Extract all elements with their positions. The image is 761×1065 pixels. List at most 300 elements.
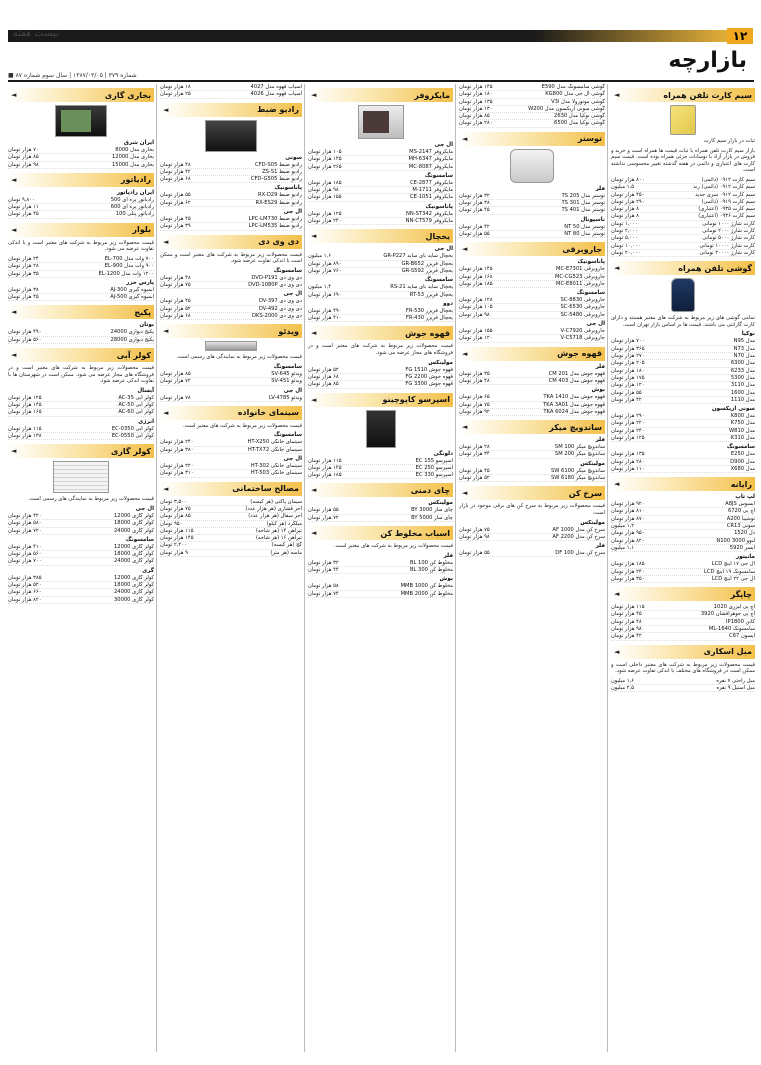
product-price: ۲۷۰ هزار تومان [611, 353, 645, 360]
product-name: مایکروفر MH-6347 [408, 156, 453, 163]
product-price: ۲۴ هزار تومان [8, 255, 39, 262]
product-price: ۵۵ هزار تومان [459, 230, 490, 237]
product-name: رادیاتور پنلی 100 [115, 211, 154, 218]
column-divider [156, 84, 157, 1052]
price-row [160, 395, 302, 402]
section-header [611, 645, 755, 659]
product-price: ۳,۵۰۰ تومان [160, 498, 187, 505]
product-price: ۲۲۰ هزار تومان [160, 463, 194, 470]
price-row [160, 463, 302, 470]
arrow-icon: ◄ [311, 486, 317, 495]
price-row [611, 413, 755, 420]
brand-label: بوش [439, 576, 453, 583]
product-name: کولر آبی EC-0350 [111, 425, 154, 432]
arrow-icon: ◄ [462, 134, 468, 143]
brand-label: فلر [595, 543, 605, 550]
product-name: کولر گازی 30000 [113, 596, 154, 603]
price-row [160, 275, 302, 282]
product-name: مدل N70 [733, 353, 755, 360]
product-price: ۸۵ هزار تومان [8, 154, 39, 161]
product-name: مایکروفر NN-CT579 [405, 218, 453, 225]
price-row [459, 106, 605, 113]
product-name: کانن IP1800 [726, 618, 755, 625]
product-price: ۸۷۰ هزار تومان [611, 515, 645, 522]
section-paragraph: تمامی گوشی های زیر مربوط به شرکت های معتبر هستند و دارای کارت گارانتی می باشند. قیمت ها بر اساس بازار تهران است. [611, 315, 755, 328]
price-row [160, 306, 302, 313]
product-name: دی وی دی DVD-P191 [251, 274, 302, 281]
price-row [459, 113, 605, 120]
product-name: رادیاتور پره ای 500 [110, 196, 154, 203]
product-name: کولر آبی AC-60 [118, 409, 154, 416]
arrow-icon: ◄ [311, 232, 317, 241]
product-name: آجر فشاری (هر هزار عدد) [245, 505, 302, 512]
product-price: ۲۰۵ هزار تومان [611, 360, 645, 367]
product-name: آبمیوه گیری AJ-500 [110, 294, 154, 301]
price-row [160, 550, 302, 557]
price-row [611, 576, 755, 583]
arrow-icon: ◄ [462, 245, 468, 254]
product-name: دی وی دی DKS-2000 [251, 313, 302, 320]
product-name: ماسه (هر متر) [270, 549, 302, 556]
brand-label: ایران شرق [123, 140, 154, 146]
brand-label: فلر [595, 185, 605, 192]
product-price: ۶۸ هزار تومان [160, 176, 191, 183]
product-price: ۴۸ هزار تومان [459, 377, 490, 384]
product-name: ویدئو LV-4785 [268, 394, 302, 401]
price-row [611, 508, 755, 515]
product-price: ۱۲۵ هزار تومان [308, 210, 342, 217]
product-price: ۵۵ هزار تومان [611, 389, 642, 396]
product-name: ۹۰۰ وات مدل EL-900 [104, 263, 154, 270]
section-header-title: کولر گازی [110, 446, 151, 456]
price-row [459, 394, 605, 401]
product-price: ۳۵ هزار تومان [459, 370, 490, 377]
product-name: لنوو 3000 N100 [716, 537, 755, 544]
product-image-nokia [671, 278, 695, 312]
section-paragraph: قیمت محصولات زیر مربوط به شرکت های معتبر است و در فروشگاه های مجاز عرضه می شود. ممکن است در شهرستان ها با تفاوت اندکی عرضه شود. [8, 365, 154, 385]
product-name: مدل K750 [730, 420, 755, 427]
product-name: مدل W810 [729, 427, 755, 434]
price-row [459, 527, 605, 534]
arrow-icon: ◄ [462, 349, 468, 358]
price-row [308, 560, 453, 567]
price-row [8, 395, 154, 402]
product-price: ۸ هزار تومان [611, 206, 639, 213]
product-name: گوشی نوکیا مدل 6500 [554, 120, 605, 127]
brand-label: ال جی [283, 209, 302, 216]
brand-label: آبسال [137, 387, 154, 394]
product-name: گوشی سامسونگ مدل E590 [541, 84, 605, 90]
brand-label: ال جی [283, 387, 302, 394]
price-row [308, 315, 453, 322]
price-row [611, 451, 755, 458]
price-row [308, 374, 453, 381]
price-row [611, 360, 755, 367]
price-row [308, 507, 453, 514]
publication-logo: نیست هفته [12, 28, 59, 39]
price-row [160, 499, 302, 506]
price-row [611, 192, 755, 199]
product-name: چای ساز BY 5000 [411, 514, 453, 521]
product-name: بخاری مدل 12000 [111, 154, 154, 161]
product-price: ۱۶۸ هزار تومان [459, 273, 493, 280]
product-price: ۱۱۵ هزار تومان [160, 527, 194, 534]
product-name: مدل K310 [730, 434, 755, 441]
price-row [611, 228, 755, 235]
product-name: ویدئو SV-451 [271, 378, 302, 385]
brand-label: سامسونگ [273, 363, 302, 370]
section-header-title: مصالح ساختمانی [232, 484, 299, 494]
product-name: کارت شارژ ۱۰۰۰ تومانی [702, 220, 755, 227]
product-name: قهوه جوش مدل TKA 1410 [543, 394, 605, 401]
price-row [611, 501, 755, 508]
product-price: ۴۹۰ هزار تومان [308, 307, 342, 314]
arrow-icon: ◄ [11, 225, 17, 234]
price-row [459, 91, 605, 98]
section-header-title: چای دمنی [410, 485, 450, 495]
price-row [459, 550, 605, 557]
product-price: ۴۲ هزار تومان [611, 396, 642, 403]
column-4 [160, 84, 302, 1052]
price-row [459, 231, 605, 238]
section-header-title: یخچال [425, 231, 450, 241]
price-row [160, 371, 302, 378]
price-row [8, 544, 154, 551]
product-price: ۵۸ هزار تومان [308, 583, 339, 590]
product-price: ۱۸۵ هزار تومان [308, 179, 342, 186]
price-row [459, 328, 605, 335]
product-name: کولر آبی EC-0550 [111, 433, 154, 440]
product-price: ۱۲۸ هزار تومان [459, 297, 493, 304]
product-name: اسپرسو EC 155 [415, 457, 453, 464]
brand-label: سامسونگ [726, 444, 755, 451]
product-price: ۱۲۵ هزار تومان [8, 394, 42, 401]
product-image-stereo [205, 120, 257, 152]
brand-label: سامسونگ [424, 277, 453, 284]
price-row [160, 535, 302, 542]
product-name: رادیو ضبط ZS-S1 [262, 168, 302, 175]
arrow-icon: ◄ [311, 395, 317, 404]
product-price: ۶۵ هزار تومان [459, 394, 490, 401]
price-row [8, 271, 154, 278]
section-header-title: رادیو ضبط [257, 105, 299, 115]
product-price: ۴۵ هزار تومان [459, 467, 490, 474]
price-row [308, 515, 453, 522]
product-name: توستر مدل TS 301 [561, 200, 605, 207]
price-row [611, 530, 755, 537]
brand-label: سامسونگ [273, 432, 302, 439]
price-row [611, 523, 755, 530]
product-name: پکیج دیواری 24000 [110, 329, 154, 336]
price-row [8, 256, 154, 263]
column-3 [308, 84, 453, 1052]
column-5 [8, 84, 154, 1052]
product-name: ساندویچ میکر SM 100 [554, 444, 605, 451]
price-row [160, 223, 302, 230]
price-row [459, 335, 605, 342]
section-paragraph: قیمت محصولات زیر مربوط به نمایندگی های رسمی است. [28, 496, 154, 503]
product-price: ۱۵۵ هزار تومان [308, 194, 342, 201]
product-name: جاروبرقی SC-8830 [560, 297, 605, 304]
product-price: ۷۸ هزار تومان [160, 394, 191, 401]
product-price: ۲۴۰ هزار تومان [160, 439, 194, 446]
product-price: ۷۵ هزار تومان [160, 282, 191, 289]
section-header-title: گوشی تلفن همراه [678, 263, 752, 273]
product-price: ۲,۵ میلیون [611, 685, 634, 692]
section-header-title: سرخ کن [568, 488, 602, 498]
section-paragraph: بازار سیم کارت تلفن همراه با ثبات قیمت ها همراه است و خرید و فروش در بازار آزاد با نوسانات جزئی همراه بوده است. قیمت سیم کارت های اعتباری و دائمی در هفته گذشته تغییر محسوسی نداشته است. [611, 147, 755, 174]
product-price: ۱,۵ میلیون [611, 184, 634, 191]
brand-label: سامسونگ [576, 290, 605, 297]
price-row [160, 506, 302, 513]
brand-label: سونی اریکسون [711, 406, 755, 413]
product-name: کولر آبی AC-35 [118, 394, 154, 401]
price-row [611, 538, 755, 545]
price-row [308, 156, 453, 163]
product-price: ۱,۴ میلیون [308, 284, 331, 291]
product-name: گوشی ال جی مدل KG800 [545, 91, 605, 98]
product-name: دی وی دی DV-397 [258, 298, 302, 305]
product-price: ۸۹۰ هزار تومان [308, 260, 342, 267]
product-name: کولر گازی 24000 [113, 589, 154, 596]
brand-label: ال جی [434, 142, 453, 148]
price-row [611, 545, 755, 552]
product-name: رادیاتور پره ای 600 [110, 204, 154, 211]
product-name: مدل N73 [733, 345, 755, 352]
product-price: ۱۴۵ هزار تومان [8, 402, 42, 409]
product-price: ۴۴ هزار تومان [308, 566, 339, 573]
product-price: ۹۸ هزار تومان [611, 626, 642, 633]
price-row [459, 200, 605, 207]
product-price: ۱۳۸ هزار تومان [8, 433, 42, 440]
product-name: اسپرسو EC 330 [415, 472, 453, 479]
price-row [611, 206, 755, 213]
product-price: ۳۵۰ هزار تومان [611, 575, 645, 582]
product-price: ۱۸۰ هزار تومان [459, 91, 493, 98]
price-row [611, 459, 755, 466]
price-row [8, 287, 154, 294]
price-row [459, 378, 605, 385]
product-price: ۱,۰۰۰ تومان [611, 220, 638, 227]
product-name: اچ پی جوهرافشان 3920 [700, 611, 755, 618]
arrow-icon: ◄ [11, 175, 17, 184]
brand-label: سونی [285, 154, 302, 161]
product-price: ۲۹۰ هزار تومان [611, 413, 645, 420]
price-row [160, 192, 302, 199]
product-name: قهوه جوش FG 3300 [405, 381, 453, 388]
section-header [459, 420, 605, 434]
product-name: ال جی ۲۲ اینچ LCD [711, 575, 755, 582]
price-row [8, 551, 154, 558]
product-price: ۳۹ هزار تومان [160, 223, 191, 230]
product-name: اچ پی لیزری 1020 [713, 604, 755, 611]
product-name: ۱۲۰۰ وات مدل EL-1200 [98, 270, 154, 277]
product-name: ساندویچ میکر SW 6100 [550, 467, 605, 474]
product-name: مخلوط کن MMB 2000 [400, 590, 453, 597]
brand-label: ال جی [434, 246, 453, 253]
price-row [611, 420, 755, 427]
product-price: ۸۰۰ هزار تومان [611, 176, 645, 183]
product-price: ۹۵۰ تومان [160, 520, 183, 527]
product-name: مایکروفر MC-8087 [408, 163, 453, 170]
section-header [611, 261, 755, 275]
product-price: ۳۲ هزار تومان [459, 192, 490, 199]
price-row [459, 371, 605, 378]
brand-label: مولینکس [428, 500, 453, 507]
price-row [459, 297, 605, 304]
product-price: ۸۵ هزار تومان [459, 113, 490, 120]
product-name: مایکروفر M-1711 [412, 187, 453, 194]
section-header [160, 103, 302, 117]
price-row [160, 91, 302, 98]
price-row [459, 451, 605, 458]
price-row [8, 147, 154, 154]
price-row [611, 569, 755, 576]
product-price: ۹,۸۰۰ تومان [8, 196, 35, 203]
price-row [160, 298, 302, 305]
column-divider [304, 84, 305, 1052]
product-price: ۷۰۰ هزار تومان [611, 338, 645, 345]
product-name: سرخ کن مدل AF 2200 [552, 533, 605, 540]
price-row [308, 194, 453, 201]
price-row [611, 184, 755, 191]
price-row [611, 368, 755, 375]
section-header [308, 229, 453, 243]
section-header-title: پکیج [134, 307, 151, 317]
product-image-tv [55, 105, 107, 137]
product-price: ۹۸ هزار تومان [459, 311, 490, 318]
price-row [8, 575, 154, 582]
product-price: ۷۲۰ هزار تومان [8, 527, 42, 534]
product-name: گوشی موتورولا مدل V3i [551, 98, 605, 105]
product-price: ۲,۰۰۰ تومان [611, 228, 638, 235]
price-row [459, 266, 605, 273]
product-name: سرخ کن مدل DF 100 [555, 550, 605, 557]
product-name: پکیج دیواری 28000 [110, 336, 154, 343]
price-row [160, 176, 302, 183]
product-price: ۱۸۵ هزار تومان [308, 472, 342, 479]
product-price: ۹۸ هزار تومان [8, 161, 39, 168]
product-price: ۱۱ هزار تومان [8, 204, 39, 211]
price-row [160, 313, 302, 320]
product-name: کارت شارژ ۲۰۰۰ تومانی [702, 228, 755, 235]
product-name: مخلوط کن BL 300 [409, 566, 453, 573]
product-name: سیم کارت ۰۹۱۲ (دائمی) [701, 176, 755, 183]
section-header-title: ساندویچ میکر [549, 422, 602, 432]
price-row [160, 200, 302, 207]
price-row [160, 169, 302, 176]
product-name: قهوه جوش FG 1510 [405, 366, 453, 373]
price-row [160, 542, 302, 549]
section-header-title: سیم کارت تلفن همراه [663, 90, 752, 100]
section-header [611, 88, 755, 102]
product-price: ۸۵ هزار تومان [308, 381, 339, 388]
section-paragraph: ثبات در بازار سیم کارت [703, 138, 755, 144]
product-price: ۱۴۵ هزار تومان [459, 84, 493, 90]
price-row [459, 120, 605, 127]
product-name: مدل 5300 [730, 374, 755, 381]
product-name: دی وی دی DVD-1080P [248, 282, 302, 289]
product-price: ۹ هزار تومان [160, 549, 188, 556]
product-price: ۱,۲ میلیون [611, 523, 634, 530]
product-name: گچ (هر کیسه) [271, 542, 302, 549]
product-name: ساندویچ میکر SM 200 [554, 451, 605, 458]
product-name: رادیو ضبط LPC-LM730 [248, 216, 302, 223]
product-name: میلگرد (هر کیلو) [266, 520, 302, 527]
product-name: کارت شارژ ۵۰۰۰ تومانی [702, 235, 755, 242]
arrow-icon: ◄ [311, 529, 317, 538]
section-header-title: ویدئو [278, 326, 299, 336]
product-price: ۴۵ هزار تومان [611, 611, 642, 618]
brand-label: فلر [443, 552, 453, 559]
product-price: ۹۲۰ هزار تومان [611, 501, 645, 508]
price-row [459, 304, 605, 311]
price-row [611, 604, 755, 611]
product-price: ۲۸ هزار تومان [8, 263, 39, 270]
product-name: سرخ کن مدل AF 1000 [552, 526, 605, 533]
arrow-icon: ◄ [311, 329, 317, 338]
product-price: ۴۲ هزار تومان [459, 223, 490, 230]
product-name: سینمای خانگی HT-503 [250, 470, 302, 477]
section-header [459, 242, 605, 256]
product-price: ۸۱۰ هزار تومان [611, 508, 645, 515]
price-row [459, 207, 605, 214]
column-divider [607, 84, 608, 1052]
product-price: ۵۲ هزار تومان [308, 366, 339, 373]
product-price: ۶۸ هزار تومان [308, 373, 339, 380]
product-name: سامسونگ ۱۹ اینچ LCD [704, 568, 755, 575]
product-price: ۱۲۵ هزار تومان [611, 434, 645, 441]
column-2 [459, 84, 605, 1052]
product-price: ۷۵ هزار تومان [160, 505, 191, 512]
section-title: بازارچه [668, 48, 747, 73]
price-row [611, 346, 755, 353]
product-image-sim [670, 105, 696, 135]
product-price: ۹۵۰ هزار تومان [611, 530, 645, 537]
arrow-icon: ◄ [462, 423, 468, 432]
price-row [308, 381, 453, 388]
product-price: ۲۴۰ هزار تومان [308, 218, 342, 225]
arrow-icon: ◄ [311, 91, 317, 99]
product-price: ۹۲ هزار تومان [459, 408, 490, 415]
product-price: ۱۸۰ هزار تومان [611, 367, 645, 374]
product-image-ac [53, 461, 109, 493]
brand-label: گری [142, 567, 154, 574]
product-name: مایکروفر MS-2147 [409, 149, 453, 155]
product-name: توستر مدل NT 80 [564, 230, 605, 237]
product-name: مبل راحتی ۷ نفره [716, 677, 755, 684]
price-row [308, 149, 453, 156]
price-row [8, 409, 154, 416]
product-name: مخلوط کن BL 100 [409, 559, 453, 566]
price-row [459, 475, 605, 482]
section-header [8, 173, 154, 187]
product-price: ۲۲۰ هزار تومان [611, 420, 645, 427]
product-price: ۴۵۰ هزار تومان [611, 191, 645, 198]
product-name: چای ساز BY 3000 [411, 507, 453, 514]
price-row [8, 589, 154, 596]
section-header [308, 88, 453, 102]
price-row [8, 558, 154, 565]
price-row [611, 466, 755, 473]
price-row [308, 284, 453, 291]
product-price: ۱۰,۰۰۰ تومان [611, 242, 641, 249]
product-price: ۱۲۰ هزار تومان [459, 335, 493, 342]
section-header-title: چاپگر [730, 589, 752, 599]
price-row [160, 470, 302, 477]
brand-label: ال جی [135, 505, 154, 512]
product-price: ۱۵۵ هزار تومان [459, 328, 493, 335]
